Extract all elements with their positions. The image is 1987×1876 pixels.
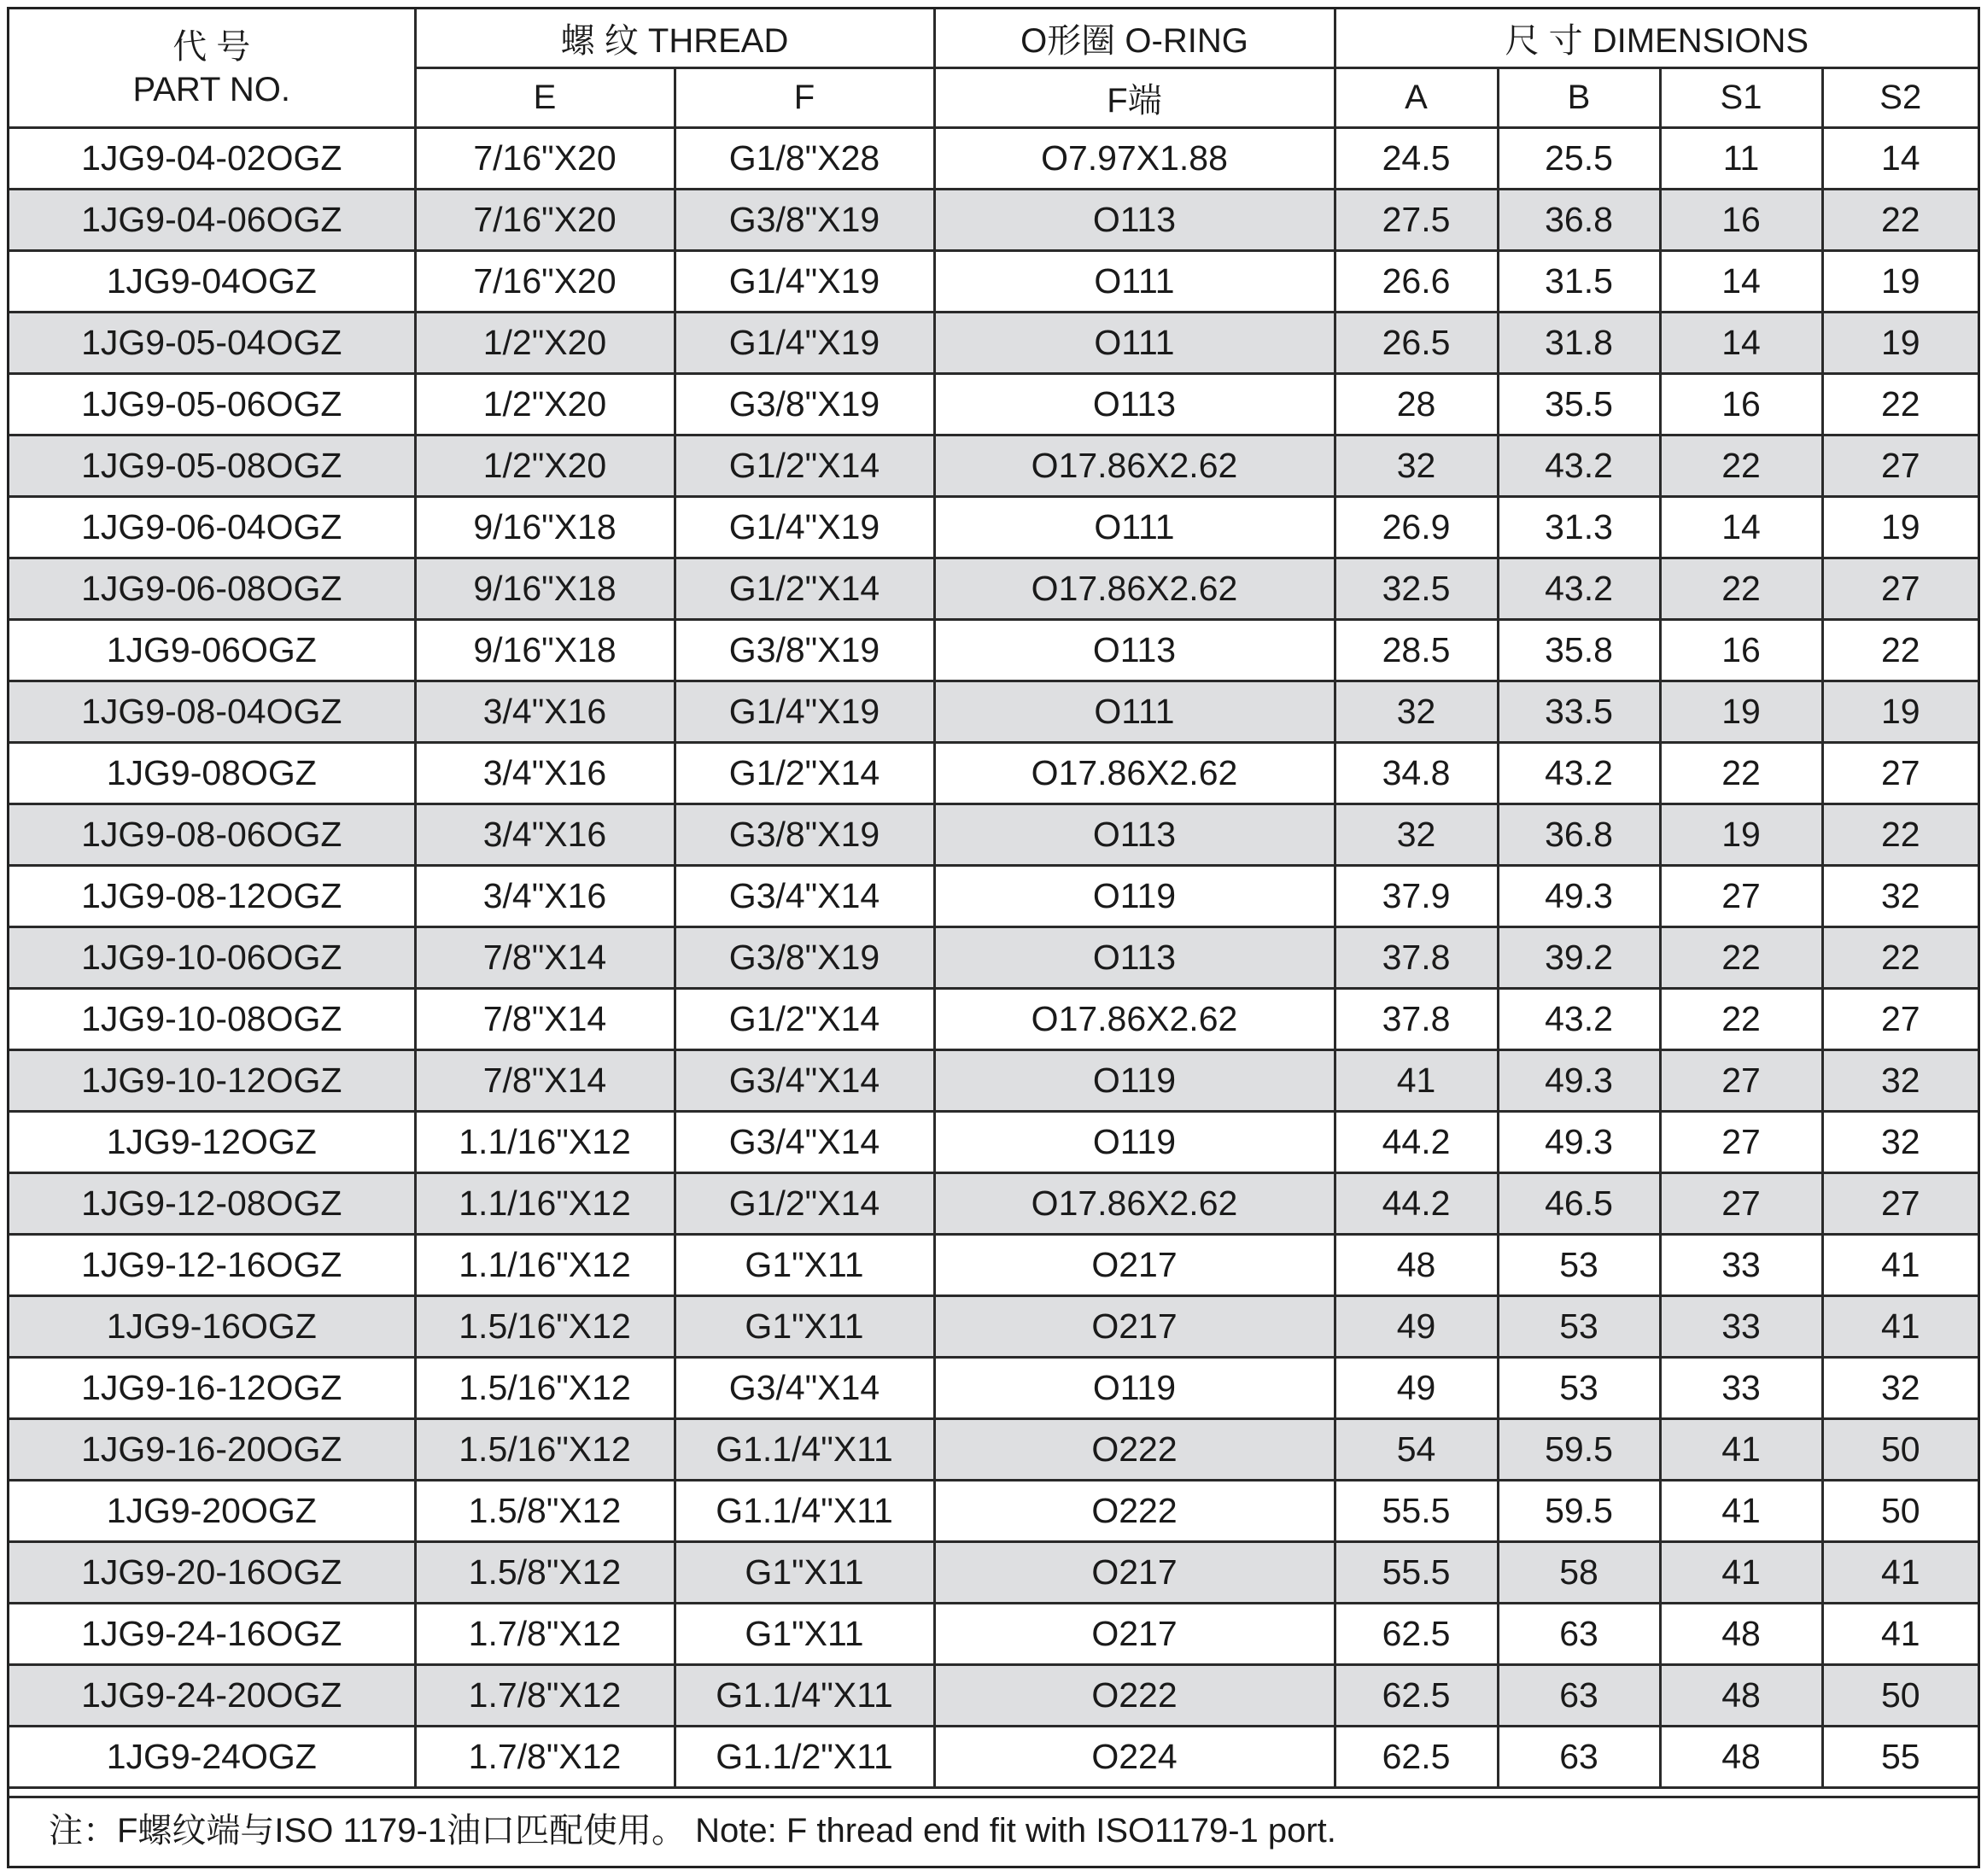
- table-row: [9, 558, 1978, 620]
- dim-a-cell: 49: [1335, 1358, 1498, 1419]
- oring-cell: O113: [934, 190, 1335, 251]
- col-header-e: E: [415, 68, 675, 128]
- oring-cell: O222: [934, 1665, 1335, 1727]
- dim-b-cell: 49.3: [1498, 866, 1660, 927]
- thread-e-cell: 1.7/8"X12: [415, 1665, 675, 1727]
- table-row: [9, 1481, 1978, 1542]
- thread-e-cell: 3/4"X16: [415, 681, 675, 743]
- dim-s1-cell: 22: [1660, 989, 1822, 1050]
- table-row: [9, 435, 1978, 497]
- dim-s2-cell: 32: [1822, 1358, 1978, 1419]
- table-row: [9, 1727, 1978, 1788]
- dim-b-cell: 36.8: [1498, 804, 1660, 866]
- table-row: [9, 866, 1978, 927]
- dim-s1-cell: 19: [1660, 804, 1822, 866]
- thread-e-cell: 7/8"X14: [415, 927, 675, 989]
- dim-b-cell: 31.3: [1498, 497, 1660, 558]
- spec-sheet: [7, 7, 1980, 1868]
- dim-s2-cell: 27: [1822, 1173, 1978, 1235]
- dim-s2-cell: 22: [1822, 620, 1978, 681]
- thread-f-cell: G1/4"X19: [675, 681, 934, 743]
- dim-b-cell: 43.2: [1498, 558, 1660, 620]
- thread-f-cell: G1/4"X19: [675, 497, 934, 558]
- part-no-cell: 1JG9-16-12OGZ: [9, 1358, 415, 1419]
- thread-e-cell: 7/16"X20: [415, 128, 675, 190]
- oring-cell: O113: [934, 927, 1335, 989]
- dim-s2-cell: 50: [1822, 1419, 1978, 1481]
- thread-e-cell: 9/16"X18: [415, 497, 675, 558]
- table-row: [9, 1665, 1978, 1727]
- dim-s1-cell: 22: [1660, 743, 1822, 804]
- thread-e-cell: 3/4"X16: [415, 866, 675, 927]
- dim-s1-cell: 48: [1660, 1604, 1822, 1665]
- dim-b-cell: 35.8: [1498, 620, 1660, 681]
- dim-s2-cell: 41: [1822, 1296, 1978, 1358]
- part-no-cell: 1JG9-16-20OGZ: [9, 1419, 415, 1481]
- col-header-b: B: [1498, 68, 1660, 128]
- dim-b-cell: 43.2: [1498, 743, 1660, 804]
- col-header-a: A: [1335, 68, 1498, 128]
- dim-s2-cell: 41: [1822, 1542, 1978, 1604]
- oring-cell: O113: [934, 374, 1335, 435]
- dim-a-cell: 55.5: [1335, 1542, 1498, 1604]
- thread-e-cell: 7/16"X20: [415, 251, 675, 313]
- dim-s1-cell: 41: [1660, 1481, 1822, 1542]
- part-no-cell: 1JG9-08-06OGZ: [9, 804, 415, 866]
- dim-a-cell: 62.5: [1335, 1604, 1498, 1665]
- part-no-cell: 1JG9-08-12OGZ: [9, 866, 415, 927]
- dim-b-cell: 31.5: [1498, 251, 1660, 313]
- col-header-s1: S1: [1660, 68, 1822, 128]
- dim-b-cell: 53: [1498, 1235, 1660, 1296]
- oring-cell: O113: [934, 620, 1335, 681]
- oring-cell: O217: [934, 1235, 1335, 1296]
- dim-b-cell: 31.8: [1498, 313, 1660, 374]
- oring-cell: O111: [934, 497, 1335, 558]
- dim-s2-cell: 19: [1822, 681, 1978, 743]
- dim-s1-cell: 33: [1660, 1296, 1822, 1358]
- dim-s1-cell: 16: [1660, 190, 1822, 251]
- thread-f-cell: G1/4"X19: [675, 251, 934, 313]
- dim-b-cell: 43.2: [1498, 989, 1660, 1050]
- table-row: [9, 927, 1978, 989]
- table-row: [9, 989, 1978, 1050]
- dim-s2-cell: 22: [1822, 927, 1978, 989]
- dim-s2-cell: 27: [1822, 743, 1978, 804]
- dim-s2-cell: 55: [1822, 1727, 1978, 1788]
- thread-f-cell: G1/8"X28: [675, 128, 934, 190]
- thread-e-cell: 9/16"X18: [415, 620, 675, 681]
- dim-s1-cell: 14: [1660, 497, 1822, 558]
- dim-b-cell: 35.5: [1498, 374, 1660, 435]
- dim-b-cell: 59.5: [1498, 1481, 1660, 1542]
- dim-a-cell: 32: [1335, 681, 1498, 743]
- dim-a-cell: 48: [1335, 1235, 1498, 1296]
- dim-s2-cell: 19: [1822, 497, 1978, 558]
- part-no-cell: 1JG9-16OGZ: [9, 1296, 415, 1358]
- oring-cell: O217: [934, 1296, 1335, 1358]
- dim-s1-cell: 14: [1660, 251, 1822, 313]
- table-row: [9, 1050, 1978, 1112]
- part-no-cell: 1JG9-04-06OGZ: [9, 190, 415, 251]
- dim-b-cell: 63: [1498, 1604, 1660, 1665]
- oring-cell: O119: [934, 1050, 1335, 1112]
- part-no-cell: 1JG9-12-16OGZ: [9, 1235, 415, 1296]
- oring-cell: O113: [934, 804, 1335, 866]
- dim-s1-cell: 48: [1660, 1665, 1822, 1727]
- thread-f-cell: G1/2"X14: [675, 558, 934, 620]
- table-row: [9, 743, 1978, 804]
- part-no-cell: 1JG9-20OGZ: [9, 1481, 415, 1542]
- thread-e-cell: 1.7/8"X12: [415, 1604, 675, 1665]
- table-row: [9, 128, 1978, 190]
- part-no-cell: 1JG9-04-02OGZ: [9, 128, 415, 190]
- thread-e-cell: 3/4"X16: [415, 804, 675, 866]
- dim-s2-cell: 19: [1822, 313, 1978, 374]
- dim-a-cell: 32: [1335, 435, 1498, 497]
- part-no-header: [9, 9, 415, 128]
- oring-cell: O217: [934, 1542, 1335, 1604]
- oring-cell: O17.86X2.62: [934, 435, 1335, 497]
- thread-e-cell: 1.5/16"X12: [415, 1296, 675, 1358]
- dim-s2-cell: 19: [1822, 251, 1978, 313]
- dim-a-cell: 34.8: [1335, 743, 1498, 804]
- oring-cell: O224: [934, 1727, 1335, 1788]
- thread-f-cell: G1.1/4"X11: [675, 1665, 934, 1727]
- dim-s1-cell: 11: [1660, 128, 1822, 190]
- part-no-cell: 1JG9-06-04OGZ: [9, 497, 415, 558]
- dim-b-cell: 43.2: [1498, 435, 1660, 497]
- dim-a-cell: 62.5: [1335, 1727, 1498, 1788]
- thread-f-cell: G1"X11: [675, 1604, 934, 1665]
- thread-f-cell: G1/2"X14: [675, 1173, 934, 1235]
- thread-f-cell: G3/4"X14: [675, 866, 934, 927]
- thread-f-cell: G3/4"X14: [675, 1358, 934, 1419]
- dim-s1-cell: 16: [1660, 374, 1822, 435]
- dim-b-cell: 63: [1498, 1665, 1660, 1727]
- thread-e-cell: 9/16"X18: [415, 558, 675, 620]
- dim-s1-cell: 41: [1660, 1542, 1822, 1604]
- oring-cell: O222: [934, 1481, 1335, 1542]
- dim-s1-cell: 22: [1660, 927, 1822, 989]
- dim-a-cell: 24.5: [1335, 128, 1498, 190]
- dim-a-cell: 32.5: [1335, 558, 1498, 620]
- thread-e-cell: 1.1/16"X12: [415, 1235, 675, 1296]
- dim-s2-cell: 27: [1822, 435, 1978, 497]
- thread-header: 螺 纹 THREAD: [415, 9, 934, 68]
- table-row: [9, 681, 1978, 743]
- thread-f-cell: G3/8"X19: [675, 804, 934, 866]
- oring-cell: O111: [934, 251, 1335, 313]
- table-body: [9, 128, 1978, 1788]
- thread-e-cell: 1/2"X20: [415, 374, 675, 435]
- table-row: [9, 313, 1978, 374]
- dim-s2-cell: 14: [1822, 128, 1978, 190]
- thread-f-cell: G1"X11: [675, 1542, 934, 1604]
- dim-b-cell: 36.8: [1498, 190, 1660, 251]
- dim-s1-cell: 16: [1660, 620, 1822, 681]
- dim-a-cell: 41: [1335, 1050, 1498, 1112]
- dim-s1-cell: 27: [1660, 1173, 1822, 1235]
- part-no-cell: 1JG9-10-12OGZ: [9, 1050, 415, 1112]
- dim-b-cell: 59.5: [1498, 1419, 1660, 1481]
- dim-s2-cell: 22: [1822, 804, 1978, 866]
- part-no-cell: 1JG9-20-16OGZ: [9, 1542, 415, 1604]
- thread-e-cell: 7/16"X20: [415, 190, 675, 251]
- thread-e-cell: 1.5/16"X12: [415, 1419, 675, 1481]
- dim-a-cell: 37.8: [1335, 989, 1498, 1050]
- dim-s1-cell: 27: [1660, 866, 1822, 927]
- thread-f-cell: G1/2"X14: [675, 435, 934, 497]
- dim-b-cell: 33.5: [1498, 681, 1660, 743]
- part-no-cell: 1JG9-08-04OGZ: [9, 681, 415, 743]
- dim-s1-cell: 19: [1660, 681, 1822, 743]
- table-row: [9, 804, 1978, 866]
- dim-b-cell: 63: [1498, 1727, 1660, 1788]
- dim-s2-cell: 41: [1822, 1604, 1978, 1665]
- dim-a-cell: 37.8: [1335, 927, 1498, 989]
- dim-s1-cell: 27: [1660, 1050, 1822, 1112]
- dim-s1-cell: 27: [1660, 1112, 1822, 1173]
- dim-a-cell: 28.5: [1335, 620, 1498, 681]
- dim-a-cell: 44.2: [1335, 1173, 1498, 1235]
- oring-cell: O17.86X2.62: [934, 1173, 1335, 1235]
- part-no-cell: 1JG9-10-08OGZ: [9, 989, 415, 1050]
- table-row: [9, 1542, 1978, 1604]
- oring-cell: O7.97X1.88: [934, 128, 1335, 190]
- dim-s2-cell: 32: [1822, 866, 1978, 927]
- oring-header: O形圈 O-RING: [934, 9, 1335, 68]
- dim-s2-cell: 32: [1822, 1050, 1978, 1112]
- part-no-cell: 1JG9-10-06OGZ: [9, 927, 415, 989]
- table-row: [9, 1112, 1978, 1173]
- dim-a-cell: 28: [1335, 374, 1498, 435]
- thread-f-cell: G1/2"X14: [675, 989, 934, 1050]
- dim-s2-cell: 41: [1822, 1235, 1978, 1296]
- thread-f-cell: G1"X11: [675, 1296, 934, 1358]
- dim-s2-cell: 22: [1822, 374, 1978, 435]
- part-no-cell: 1JG9-06OGZ: [9, 620, 415, 681]
- dim-b-cell: 46.5: [1498, 1173, 1660, 1235]
- thread-f-cell: G3/4"X14: [675, 1050, 934, 1112]
- part-no-cell: 1JG9-05-04OGZ: [9, 313, 415, 374]
- thread-f-cell: G1.1/2"X11: [675, 1727, 934, 1788]
- table-row: [9, 620, 1978, 681]
- thread-f-cell: G3/4"X14: [675, 1112, 934, 1173]
- table-row: [9, 1604, 1978, 1665]
- dim-a-cell: 44.2: [1335, 1112, 1498, 1173]
- table-row: [9, 1173, 1978, 1235]
- table-row: [9, 1358, 1978, 1419]
- table-row: [9, 1296, 1978, 1358]
- dim-a-cell: 37.9: [1335, 866, 1498, 927]
- oring-cell: O17.86X2.62: [934, 743, 1335, 804]
- dim-a-cell: 26.6: [1335, 251, 1498, 313]
- dim-b-cell: 25.5: [1498, 128, 1660, 190]
- thread-e-cell: 1.5/8"X12: [415, 1481, 675, 1542]
- dim-b-cell: 49.3: [1498, 1112, 1660, 1173]
- thread-f-cell: G1/4"X19: [675, 313, 934, 374]
- thread-f-cell: G1/2"X14: [675, 743, 934, 804]
- dim-a-cell: 55.5: [1335, 1481, 1498, 1542]
- dim-s2-cell: 27: [1822, 558, 1978, 620]
- thread-f-cell: G1"X11: [675, 1235, 934, 1296]
- dim-b-cell: 39.2: [1498, 927, 1660, 989]
- thread-e-cell: 1.5/16"X12: [415, 1358, 675, 1419]
- thread-e-cell: 1.1/16"X12: [415, 1173, 675, 1235]
- thread-e-cell: 1.5/8"X12: [415, 1542, 675, 1604]
- dim-b-cell: 58: [1498, 1542, 1660, 1604]
- footnote: 注：F螺纹端与ISO 1179-1油口匹配使用。 Note: F thread end fit with ISO1179-1 port.: [9, 1796, 1978, 1866]
- oring-cell: O217: [934, 1604, 1335, 1665]
- thread-e-cell: 1/2"X20: [415, 435, 675, 497]
- dim-s1-cell: 22: [1660, 435, 1822, 497]
- col-header-f-end: F端: [934, 68, 1335, 128]
- col-header-f: F: [675, 68, 934, 128]
- thread-e-cell: 1/2"X20: [415, 313, 675, 374]
- table-row: [9, 374, 1978, 435]
- table-row: [9, 190, 1978, 251]
- thread-f-cell: G3/8"X19: [675, 374, 934, 435]
- part-spec-table: [9, 9, 1978, 1789]
- thread-f-cell: G1.1/4"X11: [675, 1419, 934, 1481]
- part-no-cell: 1JG9-06-08OGZ: [9, 558, 415, 620]
- dim-s1-cell: 22: [1660, 558, 1822, 620]
- oring-cell: O119: [934, 866, 1335, 927]
- table-row: [9, 497, 1978, 558]
- oring-cell: O111: [934, 313, 1335, 374]
- part-no-header-en: PART NO.: [132, 70, 290, 108]
- table-row: [9, 1235, 1978, 1296]
- oring-cell: O119: [934, 1358, 1335, 1419]
- oring-cell: O119: [934, 1112, 1335, 1173]
- dim-s1-cell: 41: [1660, 1419, 1822, 1481]
- dim-s1-cell: 33: [1660, 1235, 1822, 1296]
- header-row-main: [9, 9, 1978, 68]
- dimensions-header: 尺 寸 DIMENSIONS: [1335, 9, 1978, 68]
- part-no-cell: 1JG9-12OGZ: [9, 1112, 415, 1173]
- col-header-s2: S2: [1822, 68, 1978, 128]
- dim-s2-cell: 32: [1822, 1112, 1978, 1173]
- dim-a-cell: 49: [1335, 1296, 1498, 1358]
- dim-b-cell: 53: [1498, 1358, 1660, 1419]
- part-no-header-zh: 代 号: [172, 27, 251, 66]
- thread-e-cell: 7/8"X14: [415, 1050, 675, 1112]
- dim-a-cell: 27.5: [1335, 190, 1498, 251]
- oring-cell: O111: [934, 681, 1335, 743]
- thread-e-cell: 1.1/16"X12: [415, 1112, 675, 1173]
- thread-f-cell: G3/8"X19: [675, 927, 934, 989]
- part-no-cell: 1JG9-05-08OGZ: [9, 435, 415, 497]
- thread-e-cell: 1.7/8"X12: [415, 1727, 675, 1788]
- part-no-cell: 1JG9-05-06OGZ: [9, 374, 415, 435]
- oring-cell: O17.86X2.62: [934, 558, 1335, 620]
- part-no-cell: 1JG9-24-20OGZ: [9, 1665, 415, 1727]
- part-no-cell: 1JG9-24-16OGZ: [9, 1604, 415, 1665]
- thread-f-cell: G3/8"X19: [675, 620, 934, 681]
- dim-b-cell: 53: [1498, 1296, 1660, 1358]
- dim-s2-cell: 50: [1822, 1481, 1978, 1542]
- dim-a-cell: 26.9: [1335, 497, 1498, 558]
- part-no-cell: 1JG9-04OGZ: [9, 251, 415, 313]
- thread-e-cell: 7/8"X14: [415, 989, 675, 1050]
- part-no-cell: 1JG9-08OGZ: [9, 743, 415, 804]
- dim-s1-cell: 48: [1660, 1727, 1822, 1788]
- part-no-cell: 1JG9-12-08OGZ: [9, 1173, 415, 1235]
- dim-s2-cell: 50: [1822, 1665, 1978, 1727]
- dim-s2-cell: 27: [1822, 989, 1978, 1050]
- oring-cell: O222: [934, 1419, 1335, 1481]
- part-no-cell: 1JG9-24OGZ: [9, 1727, 415, 1788]
- thread-f-cell: G3/8"X19: [675, 190, 934, 251]
- thread-f-cell: G1.1/4"X11: [675, 1481, 934, 1542]
- table-row: [9, 251, 1978, 313]
- dim-b-cell: 49.3: [1498, 1050, 1660, 1112]
- thread-e-cell: 3/4"X16: [415, 743, 675, 804]
- dim-a-cell: 54: [1335, 1419, 1498, 1481]
- dim-s1-cell: 14: [1660, 313, 1822, 374]
- table-row: [9, 1419, 1978, 1481]
- dim-a-cell: 32: [1335, 804, 1498, 866]
- dim-a-cell: 26.5: [1335, 313, 1498, 374]
- dim-a-cell: 62.5: [1335, 1665, 1498, 1727]
- oring-cell: O17.86X2.62: [934, 989, 1335, 1050]
- dim-s1-cell: 33: [1660, 1358, 1822, 1419]
- dim-s2-cell: 22: [1822, 190, 1978, 251]
